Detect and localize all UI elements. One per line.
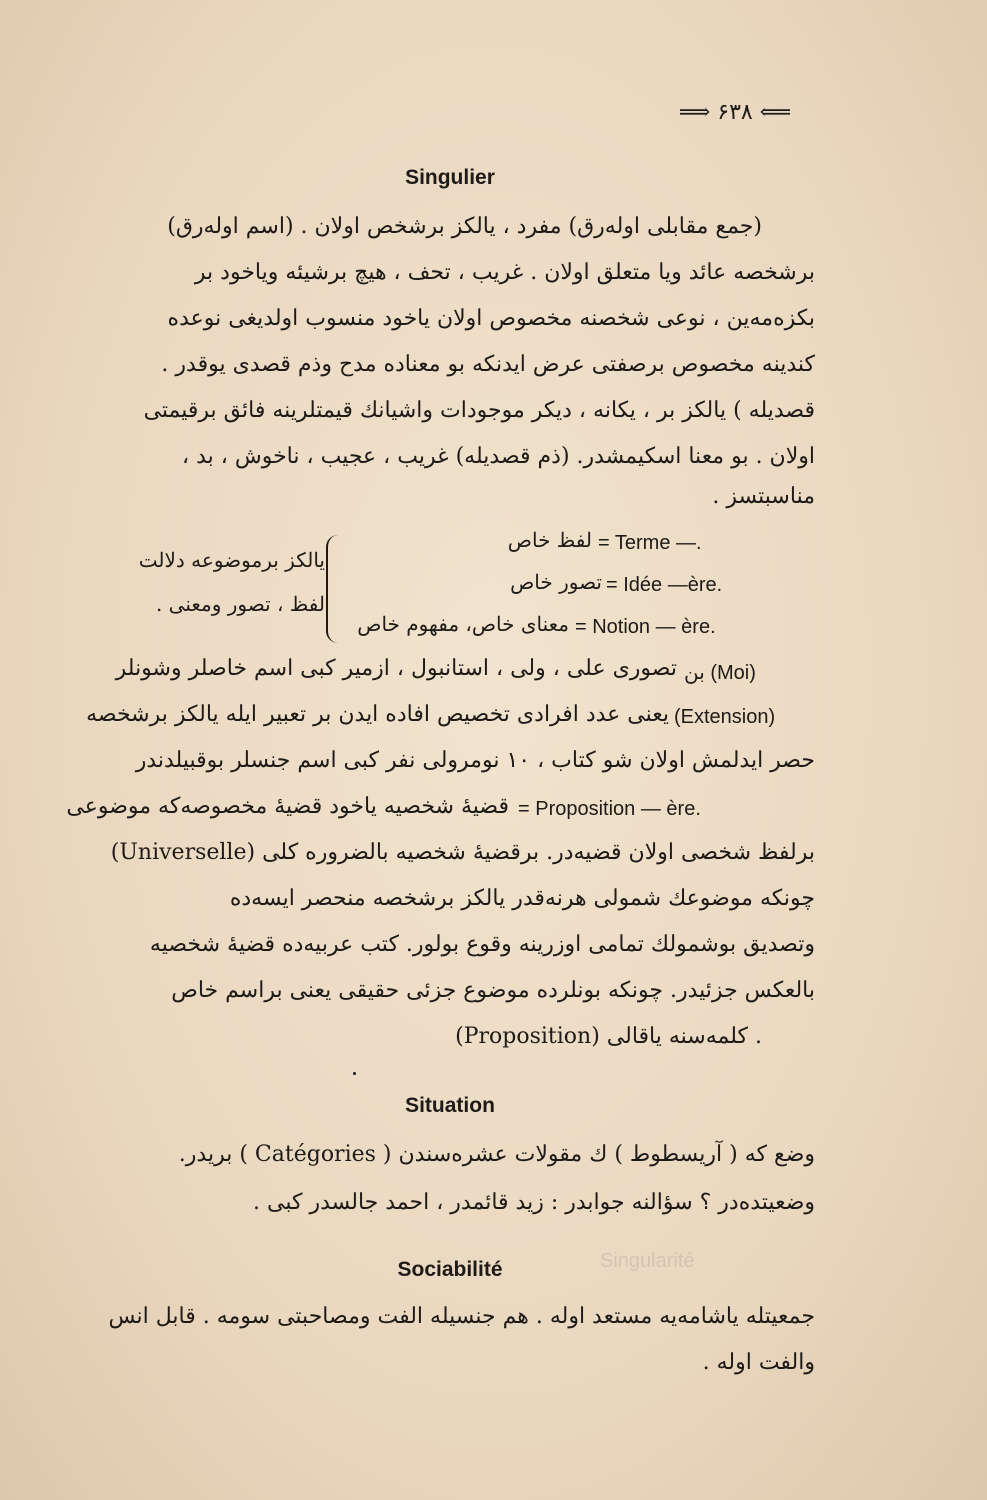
entry-line: جمعیتله یاشامه‌یه مستعد اوله . هم جنسیله الفت ومصاحبتی سومه . قابل انس xyxy=(108,1304,815,1329)
entry-line: تصوری علی ، ولی ، استانبول ، ازمیر کبی اسم خاصلر وشونلر xyxy=(115,656,677,681)
section-title-situation: Situation xyxy=(405,1094,495,1117)
entry-line: چونکه موضوعك شمولی هرنه‌قدر یالکز برشخصه منحصر ایسه‌ده xyxy=(229,886,815,911)
entry-line: یعنی عدد افرادی تخصیص افاده ایدن بر تعبیر ایله یالکز برشخصه xyxy=(86,702,669,727)
entry-line: بالعکس جزئیدر. چونکه بونلرده موضوع جزئی حقیقی یعنی براسم خاص xyxy=(171,978,815,1003)
entry-line: اولان . بو معنا اسکیمشدر. (ذم قصدیله) غریب ، عجیب ، ناخوش ، بد ، xyxy=(182,444,815,469)
page-number-text: ۶۳۸ xyxy=(717,100,753,125)
bracket-note: یالکز برموضوعه دلالت xyxy=(138,548,325,572)
inline-fr: (Extension) xyxy=(674,706,776,728)
page-number xyxy=(660,100,810,125)
section-title-sociabilite: Sociabilité xyxy=(397,1258,503,1281)
ornament-left-icon: ⟹ xyxy=(678,100,711,125)
term-ar: معنای خاص، مفهوم خاص xyxy=(357,612,569,636)
entry-line: برشخصه عائد ویا متعلق اولان . غریب ، تحف ، هیچ برشیئه ویاخود بر xyxy=(194,260,815,285)
entry-line: مناسبتسز . xyxy=(712,484,815,509)
term-ar: لفظ خاص xyxy=(507,528,592,552)
brace xyxy=(326,535,342,643)
entry-line: وضعیتده‌در ؟ سؤالنه جوابدر : زید قائمدر ، احمد جالسدر کبی . xyxy=(253,1190,815,1215)
entry-line: قضیهٔ شخصیه یاخود قضیهٔ مخصوصه‌که موضوعی xyxy=(66,794,509,819)
entry-line: (Proposition) کلمه‌سنه یاقالی . xyxy=(455,1024,762,1049)
term-fr: = Terme —. xyxy=(598,532,702,554)
entry-line: حصر ایدلمش اولان شو کتاب ، ۱۰ نومرولی نفر کبی اسم جنسلر بوقبیلدندر xyxy=(135,748,815,773)
entry-line: برلفظ شخصی اولان قضیه‌در. برقضیهٔ شخصیه بالضروره کلی (Universelle) xyxy=(110,840,815,865)
term-fr: = Notion — ère. xyxy=(575,616,716,638)
entry-line: وتصدیق بوشمولك تمامی اوزرینه وقوع بولور. کتب عربیه‌ده قضیهٔ شخصیه xyxy=(149,932,815,957)
term-fr: = Idée —ère. xyxy=(606,574,723,596)
inline-fr: بن (Moi) xyxy=(684,662,756,684)
term-ar: تصور خاص xyxy=(510,570,602,594)
entry-line: (جمع مقابلی اوله‌رق) مفرد ، یالکز برشخص اولان . (اسم اوله‌رق) xyxy=(167,214,762,239)
entry-line: وضع که ( آریسطوط ) ك مقولات عشره‌سندن ( Catégories ) بریدر. xyxy=(178,1142,815,1167)
section-title-singulier: Singulier xyxy=(405,166,495,189)
entry-line: قصدیله ) یالکز بر ، یکانه ، دیکر موجودات واشیانك قیمتلرینه فائق برقیمتی xyxy=(143,398,815,423)
ornament-right-icon: ⟸ xyxy=(759,100,792,125)
entry-line: بکزه‌مه‌ین ، نوعی شخصنه مخصوص اولان یاخود منسوب اولدیغی نوعده xyxy=(167,306,815,331)
entry-line: کندینه مخصوص برصفتی عرض ایدنکه بو معناده مدح وذم قصدی یوقدر . xyxy=(161,352,815,377)
bracket-note: لفظ ، تصور ومعنی . xyxy=(155,592,325,616)
bleed-through-text: Singularité xyxy=(600,1250,695,1272)
inline-fr: = Proposition — ère. xyxy=(518,798,701,820)
entry-line: والفت اوله . xyxy=(702,1350,815,1375)
separator-dot xyxy=(353,1072,356,1075)
